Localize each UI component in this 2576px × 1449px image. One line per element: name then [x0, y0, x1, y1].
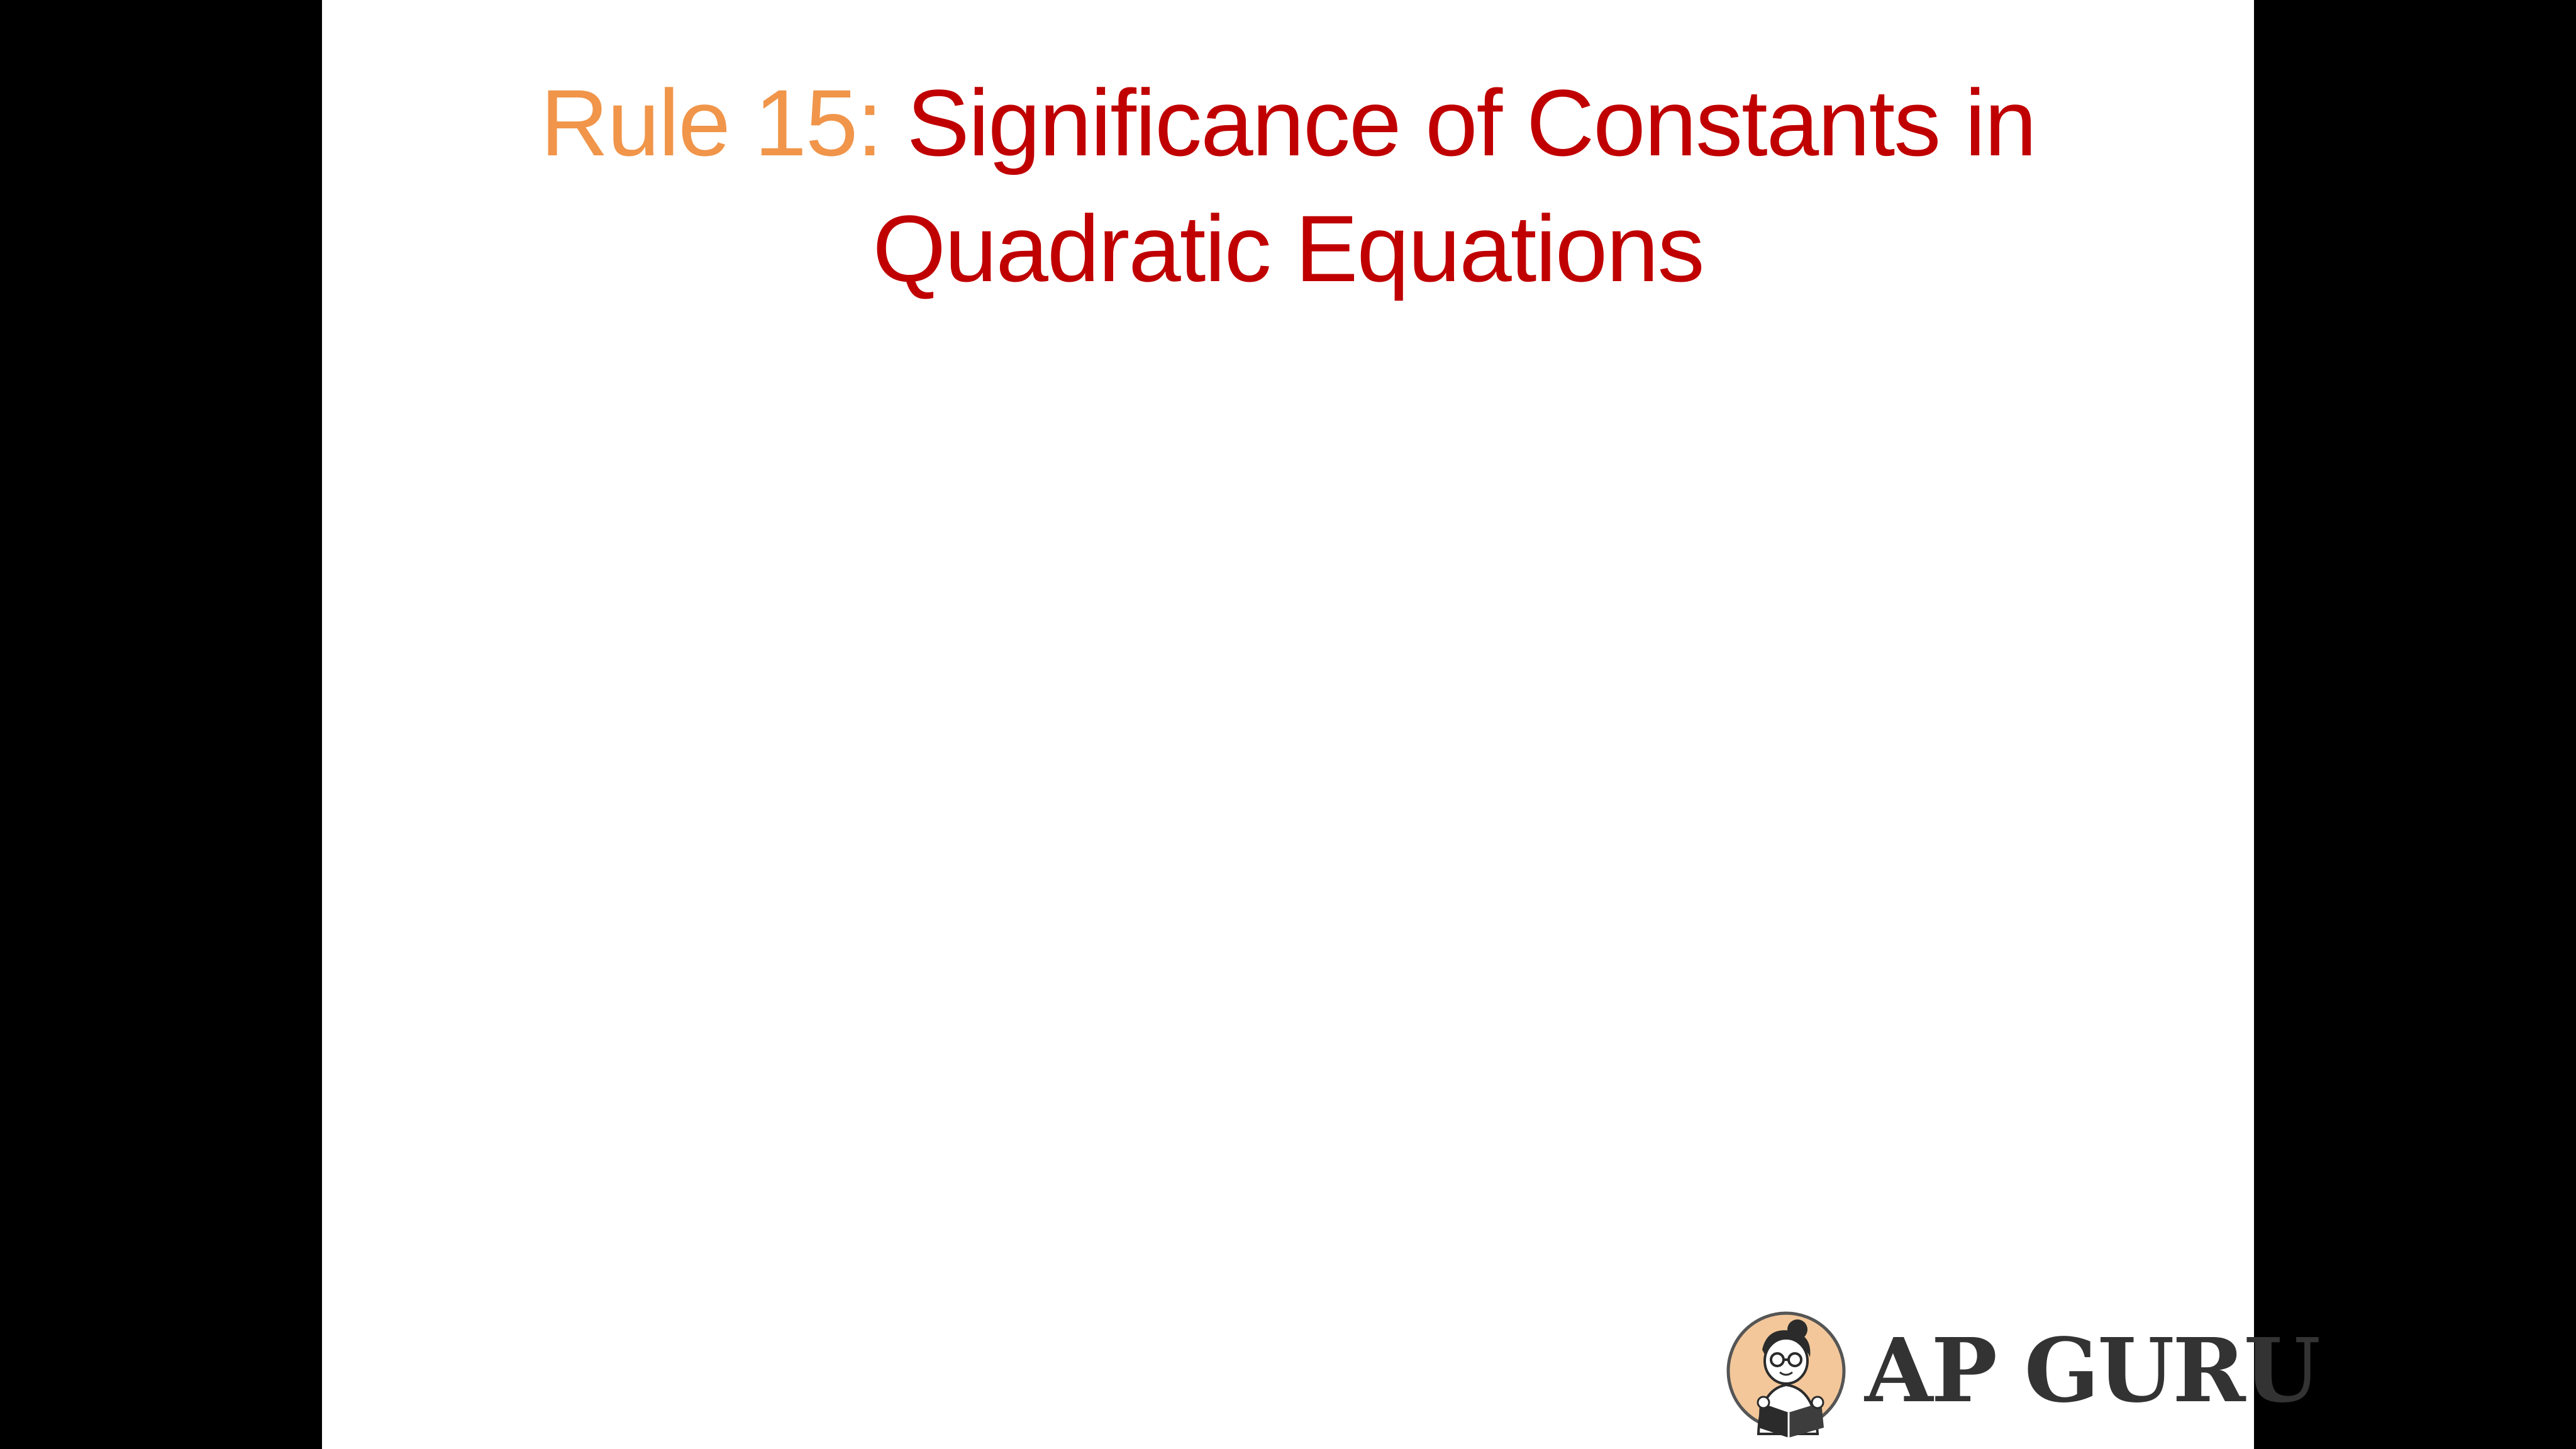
logo-text: AP GURU [1865, 1319, 2319, 1423]
slide-title [322, 60, 2254, 311]
student-reading-icon [1723, 1308, 1855, 1440]
title-line-1 [322, 60, 2254, 186]
presentation-slide [322, 0, 2319, 1449]
rule-label: Rule 15: [540, 70, 882, 175]
title-text-line-2: Quadratic Equations [872, 196, 1704, 301]
title-text-line-1: Significance of Constants in [906, 70, 2036, 175]
ap-guru-logo [1723, 1308, 2319, 1449]
